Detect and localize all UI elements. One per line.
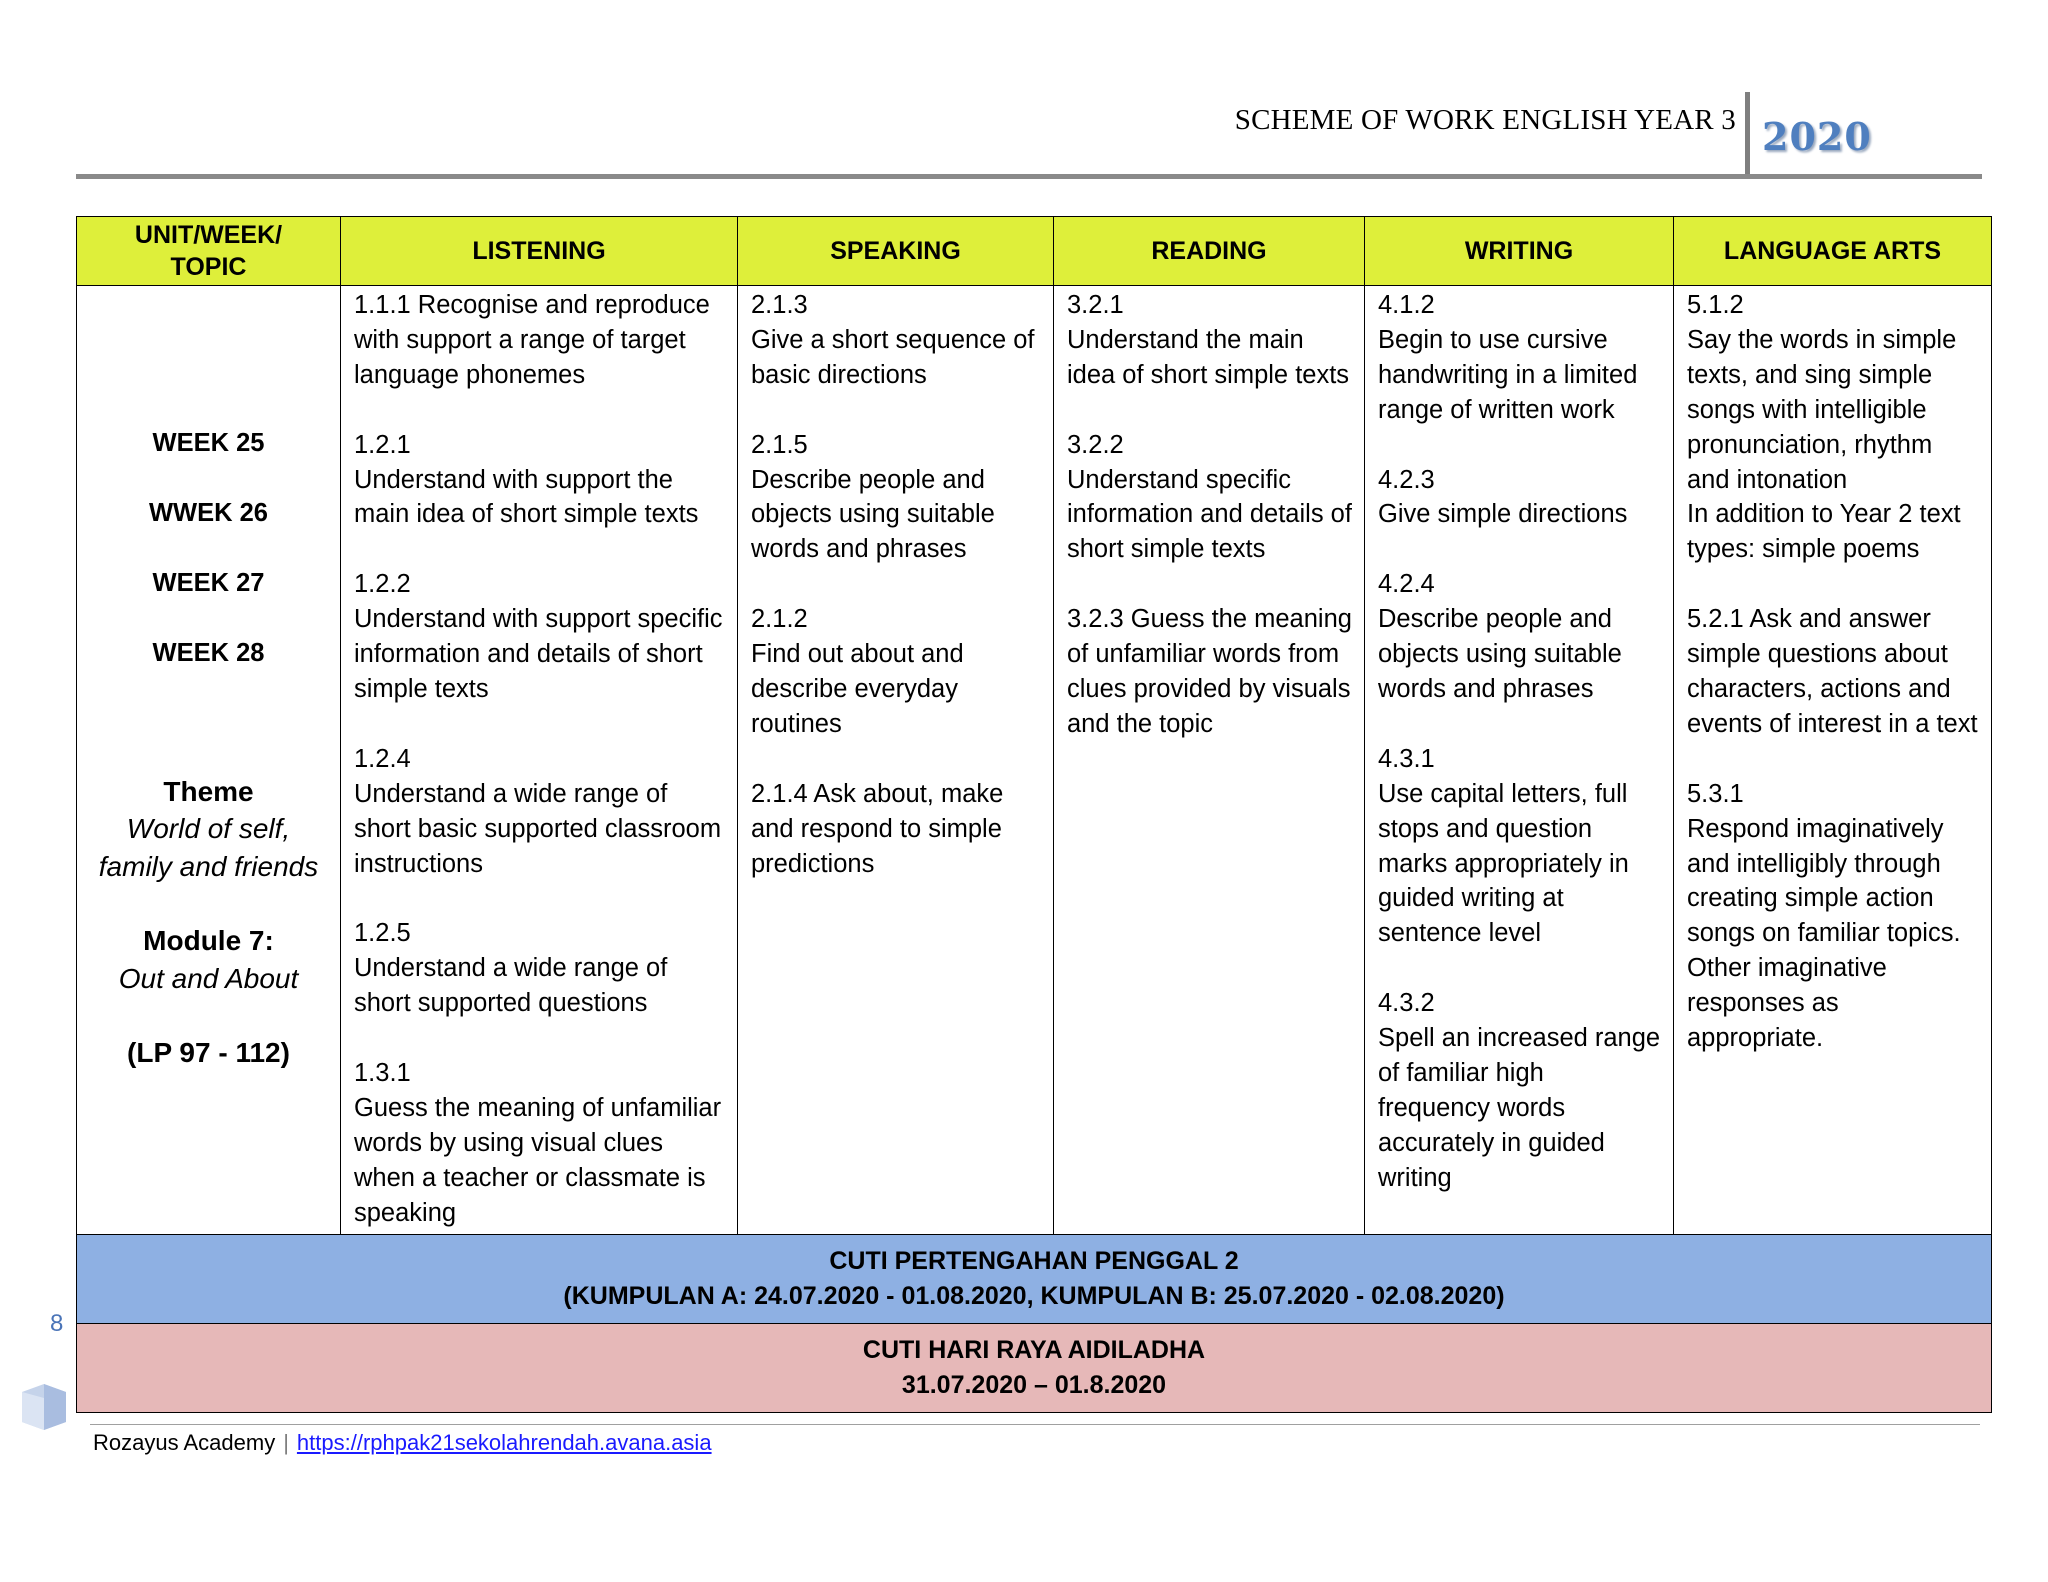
reading-cell xyxy=(1054,286,1365,1235)
page-corner-decoration-icon xyxy=(18,1378,70,1434)
learning-standard: 2.1.2 Find out about and describe everyday routines xyxy=(751,605,964,738)
holiday-row-midterm xyxy=(77,1235,1992,1324)
learning-standard: 1.2.2 Understand with support specific information and details of short simple texts xyxy=(354,570,723,703)
document-year: 2020 xyxy=(1762,114,1872,159)
footer-link[interactable]: https://rphpak21sekolahrendah.avana.asia xyxy=(296,1430,712,1455)
learning-standard: 1.2.4 Understand a wide range of short basic supported classroom instructions xyxy=(354,744,722,878)
theme-name: World of self, xyxy=(126,813,291,844)
learning-standard: 5.2.1 Ask and answer simple questions about characters, actions and events of interest in a text xyxy=(1687,605,1978,738)
column-header-writing: WRITING xyxy=(1365,217,1674,286)
learning-standard: 3.2.3 Guess the meaning of unfamiliar words from clues provided by visuals and the topic xyxy=(1067,605,1352,738)
learning-standard: 4.1.2 Begin to use cursive handwriting in a limited range of written work xyxy=(1378,291,1638,424)
holiday-row-aidiladha xyxy=(77,1324,1992,1413)
holiday-title: CUTI PERTENGAHAN PENGGAL 2 xyxy=(829,1247,1239,1275)
listening-cell xyxy=(341,286,738,1235)
footer-separator: | xyxy=(283,1430,289,1455)
week-label: WEEK 28 xyxy=(152,639,265,667)
scheme-of-work-table xyxy=(76,216,1992,1413)
learning-standard: 3.2.1 Understand the main idea of short simple texts xyxy=(1067,291,1350,389)
column-header-speaking: SPEAKING xyxy=(738,217,1054,286)
page-number: 8 xyxy=(50,1310,64,1337)
learning-standard: 2.1.3 Give a short sequence of basic directions xyxy=(751,291,1035,389)
table-header-row xyxy=(77,217,1992,286)
column-header-reading: READING xyxy=(1054,217,1365,286)
learning-standard: 1.3.1 Guess the meaning of unfamiliar words by using visual clues when a teacher or classmate is speaking xyxy=(354,1058,722,1227)
learning-standard: 3.2.2 Understand specific information and details of short simple texts xyxy=(1067,430,1352,564)
lesson-plan-range: (LP 97 - 112) xyxy=(127,1037,290,1068)
footer-rule xyxy=(90,1424,1980,1425)
module-label: Module 7: xyxy=(143,925,274,956)
header-rule xyxy=(76,174,1982,179)
learning-standard: 5.1.2 Say the words in simple texts, and sing simple songs with intelligible pronunciation, rhythm and intonation In addition to Year 2 text types: simple poems xyxy=(1687,291,1961,564)
theme-label: Theme xyxy=(163,776,254,807)
theme-name: family and friends xyxy=(98,851,319,882)
learning-standard: 4.3.2 Spell an increased range of familiar high frequency words accurately in guided writing xyxy=(1378,989,1661,1192)
writing-cell xyxy=(1365,286,1674,1235)
learning-standard: 5.3.1 Respond imaginatively and intelligibly through creating simple action songs on familiar topics. Other imaginative responses as appropriate. xyxy=(1687,779,1961,1053)
module-title: Out and About xyxy=(118,963,299,994)
learning-standard: 4.2.4 Describe people and objects using suitable words and phrases xyxy=(1378,570,1622,703)
learning-standard: 1.2.1 Understand with support the main idea of short simple texts xyxy=(354,430,699,529)
column-header-label: UNIT/WEEK/ TOPIC xyxy=(134,221,283,281)
holiday-banner xyxy=(77,1324,1992,1413)
footer-author: Rozayus Academy xyxy=(93,1430,276,1455)
table-body-row xyxy=(77,286,1992,1235)
week-label: WWEK 26 xyxy=(148,499,268,527)
column-header-listening: LISTENING xyxy=(341,217,738,286)
week-label: WEEK 27 xyxy=(152,569,265,597)
learning-standard: 4.2.3 Give simple directions xyxy=(1378,465,1628,529)
speaking-cell xyxy=(738,286,1054,1235)
learning-standard: 1.1.1 Recognise and reproduce with support a range of target language phonemes xyxy=(354,291,710,389)
header-divider xyxy=(1745,92,1750,176)
learning-standard: 4.3.1 Use capital letters, full stops and question marks appropriately in guided writing at sentence level xyxy=(1378,744,1629,948)
holiday-dates: 31.07.2020 – 01.8.2020 xyxy=(901,1371,1167,1399)
learning-standard: 2.1.4 Ask about, make and respond to simple predictions xyxy=(751,779,1004,878)
column-header-language-arts: LANGUAGE ARTS xyxy=(1674,217,1992,286)
holiday-dates: (KUMPULAN A: 24.07.2020 - 01.08.2020, KUMPULAN B: 25.07.2020 - 02.08.2020) xyxy=(563,1282,1505,1310)
week-label: WEEK 25 xyxy=(152,429,265,457)
learning-standard: 2.1.5 Describe people and objects using suitable words and phrases xyxy=(751,430,995,564)
unit-week-topic-cell xyxy=(77,286,341,1235)
document-title: SCHEME OF WORK ENGLISH YEAR 3 xyxy=(1234,104,1736,136)
footer xyxy=(93,1430,712,1456)
language-arts-cell xyxy=(1674,286,1992,1235)
learning-standard: 1.2.5 Understand a wide range of short supported questions xyxy=(354,919,668,1018)
column-header-unit xyxy=(77,217,341,286)
holiday-title: CUTI HARI RAYA AIDILADHA xyxy=(862,1336,1206,1364)
holiday-banner xyxy=(77,1235,1992,1324)
